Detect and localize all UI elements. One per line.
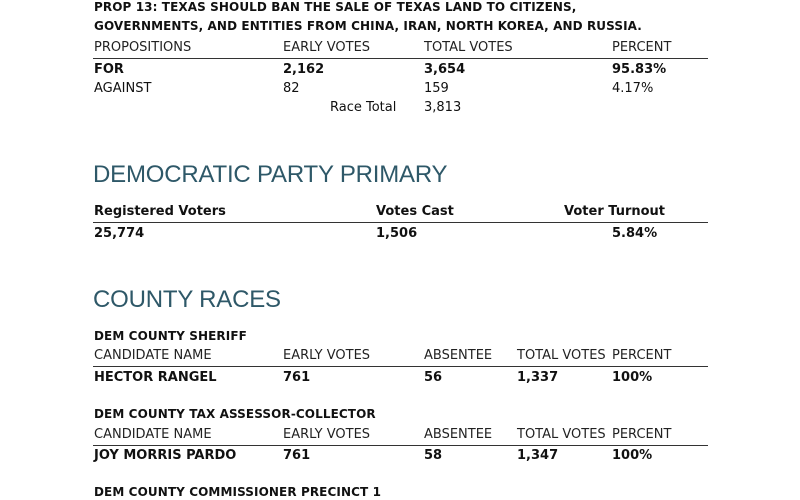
sheriff-header-candidate: CANDIDATE NAME bbox=[94, 348, 212, 363]
tax-header-absentee: ABSENTEE bbox=[424, 427, 493, 442]
prop13-row-against-label: AGAINST bbox=[94, 81, 152, 96]
sheriff-header-rule bbox=[93, 366, 708, 367]
tax-row-total: 1,347 bbox=[517, 448, 559, 463]
prop13-title-line1: PROP 13: TEXAS SHOULD BAN THE SALE OF TEXAS LAND TO CITIZENS, bbox=[94, 0, 577, 14]
prop13-race-total-value: 3,813 bbox=[424, 100, 462, 115]
section-title-county-races: COUNTY RACES bbox=[93, 286, 281, 313]
tax-row-candidate: JOY MORRIS PARDO bbox=[94, 448, 237, 463]
sheriff-header-percent: PERCENT bbox=[612, 348, 672, 363]
race-title-tax-assessor: DEM COUNTY TAX ASSESSOR-COLLECTOR bbox=[94, 407, 376, 421]
sheriff-row-early: 761 bbox=[283, 370, 311, 385]
section-title-democratic-primary: DEMOCRATIC PARTY PRIMARY bbox=[93, 161, 448, 188]
prop13-row-against-early: 82 bbox=[283, 81, 300, 96]
race-title-commissioner-precinct-1: DEM COUNTY COMMISSIONER PRECINCT 1 bbox=[94, 485, 382, 499]
tax-header-rule bbox=[93, 445, 708, 446]
tax-row-percent: 100% bbox=[612, 448, 653, 463]
prop13-row-against-total: 159 bbox=[424, 81, 449, 96]
prop13-row-for-early: 2,162 bbox=[283, 62, 325, 77]
dem-header-votes-cast: Votes Cast bbox=[376, 204, 454, 219]
prop13-row-against-percent: 4.17% bbox=[612, 81, 654, 96]
tax-header-early-votes: EARLY VOTES bbox=[283, 427, 371, 442]
sheriff-header-early-votes: EARLY VOTES bbox=[283, 348, 371, 363]
sheriff-header-absentee: ABSENTEE bbox=[424, 348, 493, 363]
prop13-row-for-total: 3,654 bbox=[424, 62, 466, 77]
sheriff-header-total-votes: TOTAL VOTES bbox=[517, 348, 606, 363]
prop13-header-propositions: PROPOSITIONS bbox=[94, 40, 192, 55]
prop13-row-for-percent: 95.83% bbox=[612, 62, 667, 77]
dem-header-rule bbox=[93, 222, 708, 223]
sheriff-row-percent: 100% bbox=[612, 370, 653, 385]
dem-registered-voters-value: 25,774 bbox=[94, 226, 145, 241]
tax-row-early: 761 bbox=[283, 448, 311, 463]
prop13-header-early-votes: EARLY VOTES bbox=[283, 40, 371, 55]
sheriff-row-absentee: 56 bbox=[424, 370, 443, 385]
prop13-header-total-votes: TOTAL VOTES bbox=[424, 40, 513, 55]
dem-voter-turnout-value: 5.84% bbox=[612, 226, 658, 241]
prop13-header-rule bbox=[93, 58, 708, 59]
tax-row-absentee: 58 bbox=[424, 448, 443, 463]
prop13-header-percent: PERCENT bbox=[612, 40, 672, 55]
prop13-title-line2: GOVERNMENTS, AND ENTITIES FROM CHINA, IRAN, NORTH KOREA, AND RUSSIA. bbox=[94, 19, 642, 33]
dem-votes-cast-value: 1,506 bbox=[376, 226, 418, 241]
dem-header-registered-voters: Registered Voters bbox=[94, 204, 226, 219]
sheriff-row-total: 1,337 bbox=[517, 370, 559, 385]
tax-header-total-votes: TOTAL VOTES bbox=[517, 427, 606, 442]
dem-header-voter-turnout: Voter Turnout bbox=[564, 204, 666, 219]
race-title-sheriff: DEM COUNTY SHERIFF bbox=[94, 329, 247, 343]
prop13-race-total-label: Race Total bbox=[330, 100, 397, 115]
tax-header-percent: PERCENT bbox=[612, 427, 672, 442]
prop13-row-for-label: FOR bbox=[94, 62, 124, 77]
tax-header-candidate: CANDIDATE NAME bbox=[94, 427, 212, 442]
sheriff-row-candidate: HECTOR RANGEL bbox=[94, 370, 217, 385]
